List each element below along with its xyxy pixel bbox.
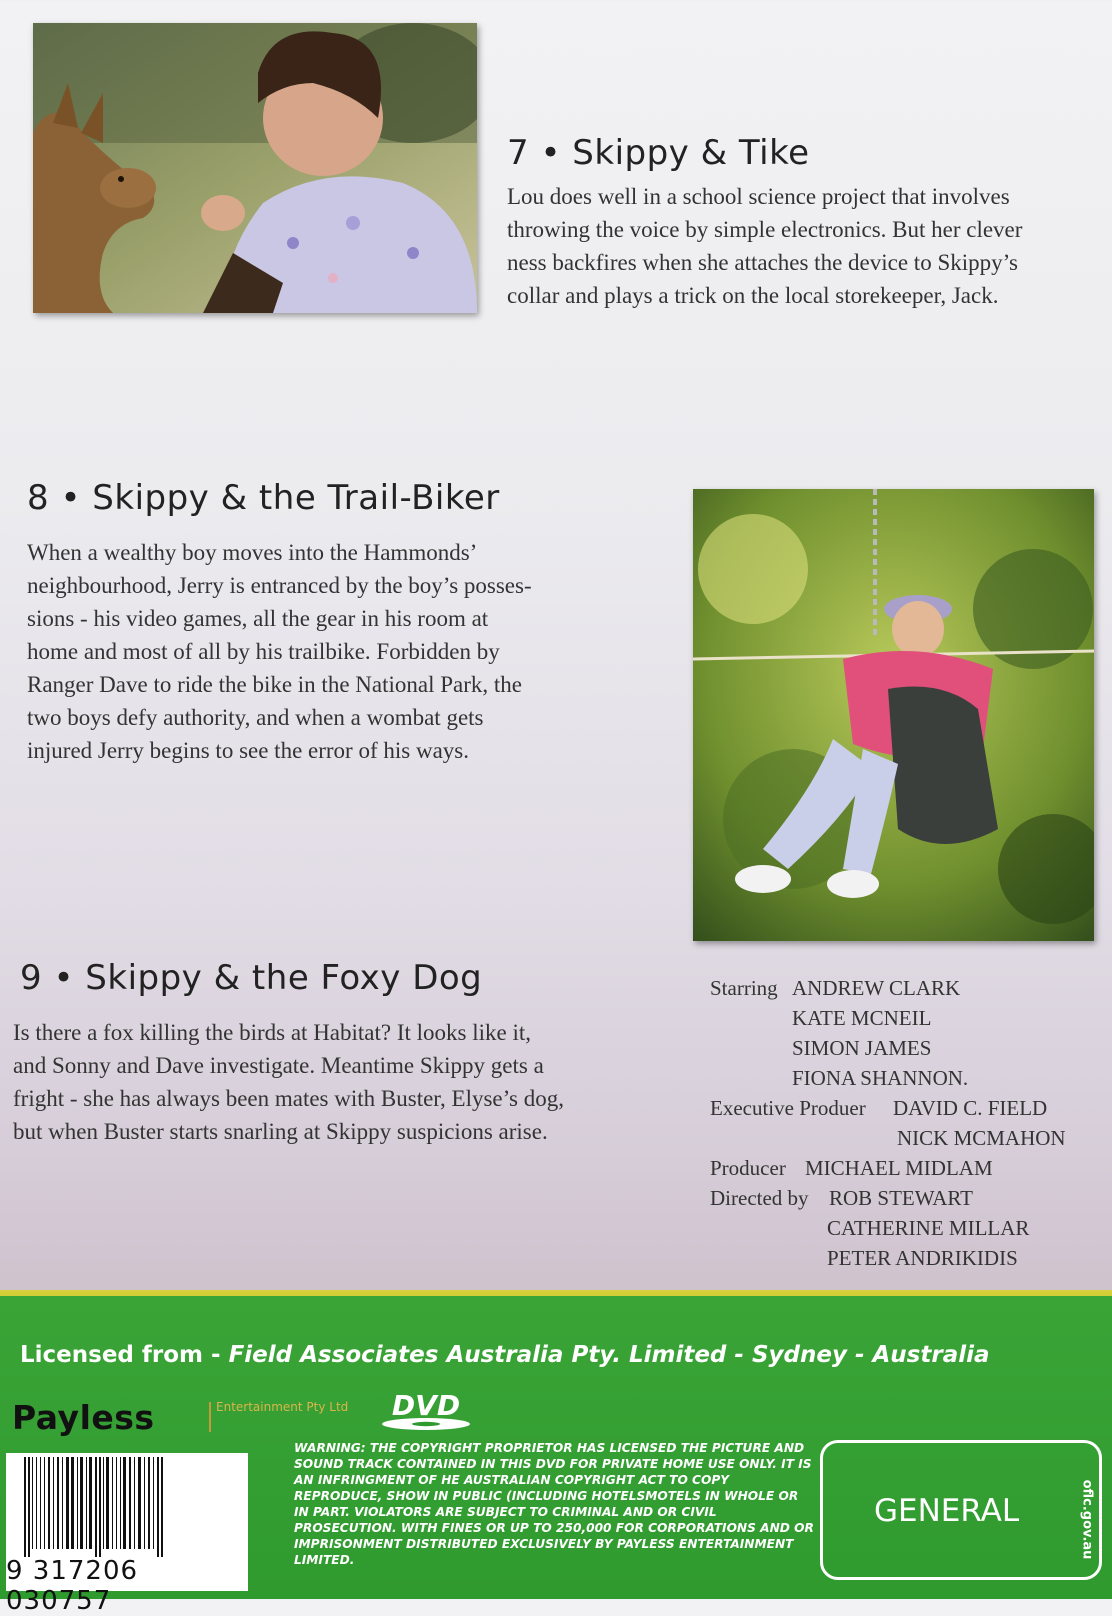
barcode-bar — [32, 1457, 33, 1549]
payless-subtitle: Entertainment Pty Ltd — [216, 1400, 349, 1414]
episode-8-line: neighbourhood, Jerry is entranced by the boy’s posses- — [27, 573, 532, 598]
barcode-bar — [89, 1457, 92, 1549]
barcode-bar — [62, 1457, 63, 1549]
logo-divider — [209, 1402, 211, 1432]
episode-7-title: 7 • Skippy & Tike — [507, 133, 810, 173]
barcode-bar — [157, 1457, 159, 1557]
license-body: Field Associates Australia Pty. Limited - Sydney - Australia — [220, 1342, 990, 1368]
episode-9-title: 9 • Skippy & the Foxy Dog — [20, 958, 483, 998]
barcode-bar — [129, 1457, 131, 1549]
episode-7-line: ness backfires when she attaches the device to Skippy’s — [507, 250, 1018, 275]
executive-producer-name: NICK MCMAHON — [897, 1126, 1066, 1150]
barcode-bar — [134, 1457, 135, 1549]
barcode-bar — [77, 1457, 78, 1549]
executive-producer-name: DAVID C. FIELD — [893, 1096, 1048, 1120]
episode-8-line: two boys defy authority, and when a wombat gets — [27, 705, 484, 730]
director-name: PETER ANDRIKIDIS — [827, 1246, 1018, 1270]
starring-label: Starring — [710, 976, 778, 1000]
dvd-logo-text: DVD — [391, 1389, 461, 1422]
cast-name: KATE MCNEIL — [792, 1006, 932, 1030]
episode-7-line: collar and plays a trick on the local storekeeper, Jack. — [507, 283, 999, 308]
barcode-bar — [40, 1457, 41, 1549]
barcode-bar — [148, 1457, 150, 1549]
barcode-bar — [120, 1457, 121, 1549]
payless-logo: Payless — [12, 1398, 155, 1437]
barcode-bar — [57, 1457, 59, 1549]
barcode-bar — [44, 1457, 45, 1549]
episode-8-line: When a wealthy boy moves into the Hammonds’ — [27, 540, 478, 565]
license-prefix: Licensed from - — [20, 1342, 221, 1368]
rating-site: oflc.gov.au — [1079, 1479, 1095, 1560]
episode-8-line: home and most of all by his trailbike. Forbidden by — [27, 639, 500, 664]
episode-8-line: Ranger Dave to ride the bike in the National Park, the — [27, 672, 522, 697]
barcode-bars — [6, 1457, 248, 1557]
barcode-bar — [123, 1457, 126, 1549]
episode-9-line: but when Buster starts snarling at Skippy suspicions arise. — [13, 1119, 548, 1144]
barcode-bar — [116, 1457, 117, 1549]
episode-9-line: and Sonny and Dave investigate. Meantime Skippy gets a — [13, 1053, 544, 1078]
barcode-bar — [24, 1457, 26, 1557]
barcode-bar — [86, 1457, 87, 1549]
episode-9-line: Is there a fox killing the birds at Habitat? It looks like it, — [13, 1020, 532, 1045]
episode-7-line: throwing the voice by simple electronics. But her clever — [507, 217, 1023, 242]
director-name: ROB STEWART — [829, 1186, 973, 1210]
episode-8-title: 8 • Skippy & the Trail-Biker — [27, 478, 500, 518]
director-name: CATHERINE MILLAR — [827, 1216, 1030, 1240]
cast-name: FIONA SHANNON. — [792, 1066, 969, 1090]
barcode-number: 9 317206 030757 — [6, 1556, 139, 1616]
barcode-bar — [80, 1457, 83, 1549]
barcode-bar — [138, 1457, 141, 1549]
license-line — [20, 1342, 990, 1368]
barcode-bar — [153, 1457, 154, 1549]
barcode-bar — [71, 1457, 74, 1549]
episode-8-line: sions - his video games, all the gear in his room at — [27, 606, 489, 631]
cast-name: SIMON JAMES — [792, 1036, 932, 1060]
barcode-bar — [36, 1457, 37, 1549]
barcode-bar — [144, 1457, 145, 1549]
barcode-bar — [106, 1457, 109, 1549]
barcode-bar — [66, 1457, 69, 1549]
barcode-bar — [53, 1457, 54, 1549]
barcode-bar — [95, 1457, 97, 1557]
producer-name: MICHAEL MIDLAM — [805, 1156, 993, 1180]
barcode-bar — [48, 1457, 50, 1549]
copyright-warning: WARNING: THE COPYRIGHT PROPRIETOR HAS LICENSED THE PICTURE AND SOUND TRACK CONTAINED IN THIS DVD FOR PRIVATE HOME USE ONLY. IT IS AN INFRINGMENT OF HE AUSTRALIAN COPYRIGHT ACT TO COPY REPRODUCE, SHOW IN PUBLIC (INCLUDING HOTELSMOTELS IN WHOLE OR IN PART. VIOLATORS ARE SUBJECT TO CRIMINAL AND OR CIVIL PROSECUTION. WITH FINES OR UP TO 250,000 FOR CORPORATIONS AND OR IMPRISONMENT DISTRIBUTED EXCLUSIVELY BY PAYLESS ENTERTAINMENT LIMITED. — [294, 1441, 814, 1567]
barcode-bar — [28, 1457, 30, 1557]
barcode-bar — [99, 1457, 101, 1557]
cast-name: ANDREW CLARK — [792, 976, 961, 1000]
executive-producer-label: Executive Produer — [710, 1096, 866, 1120]
barcode-bar — [103, 1457, 104, 1549]
barcode-bar — [161, 1457, 163, 1557]
barcode-bar — [112, 1457, 113, 1549]
dvd-logo — [378, 1388, 474, 1432]
rating-label: GENERAL — [874, 1493, 1020, 1529]
directed-by-label: Directed by — [710, 1186, 809, 1210]
episode-9-line: fright - she has always been mates with Buster, Elyse’s dog, — [13, 1086, 564, 1111]
episode-7-line: Lou does well in a school science project that involves — [507, 184, 1010, 209]
producer-label: Producer — [710, 1156, 786, 1180]
episode-8-line: injured Jerry begins to see the error of his ways. — [27, 738, 469, 763]
